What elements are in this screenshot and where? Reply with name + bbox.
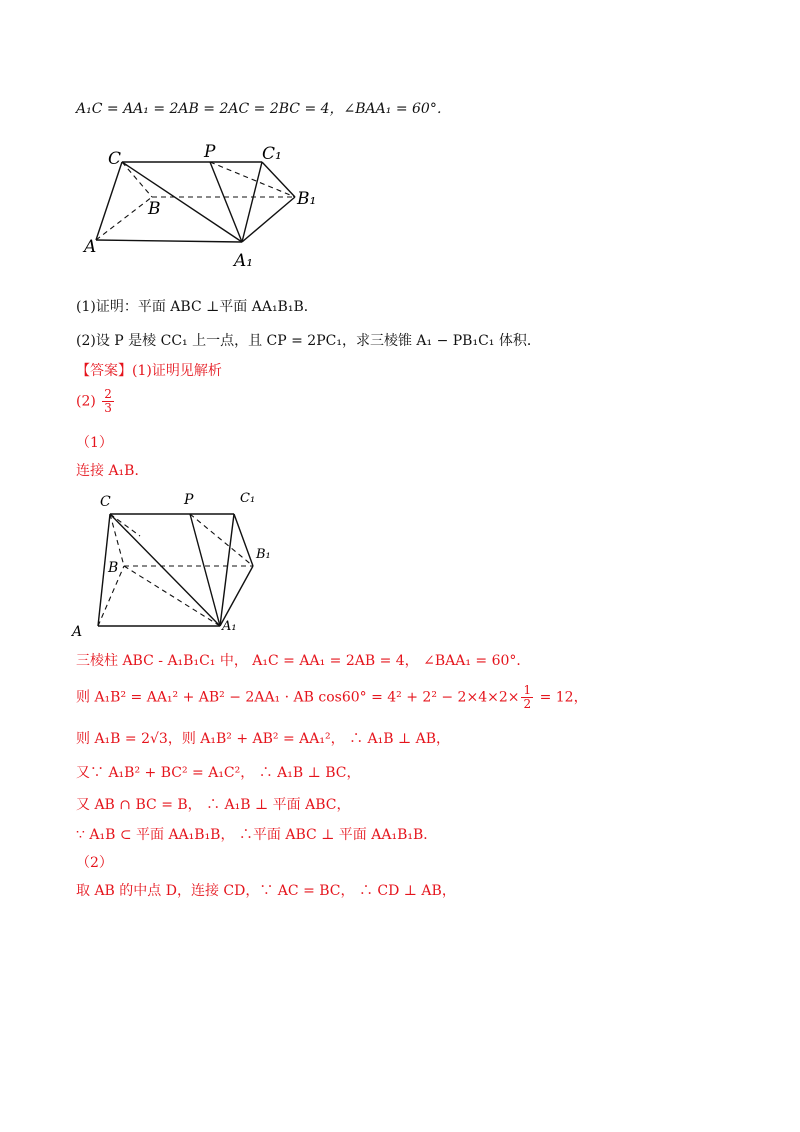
label-C1: C₁ xyxy=(262,144,282,164)
solution-line-connect: 连接 A₁B． xyxy=(76,463,149,479)
prism-figure-2 xyxy=(70,490,280,640)
answer-part2 xyxy=(76,388,116,415)
fig2-label-C: C xyxy=(100,494,111,510)
label-B1: B₁ xyxy=(297,189,317,209)
answer-head: 【答案】(1)证明见解析 xyxy=(76,363,222,379)
answer-denominator: 3 xyxy=(104,401,112,415)
solution-part1-head: （1） xyxy=(76,435,113,451)
given-conditions: A₁C = AA₁ = 2AB = 2AC = 2BC = 4，∠BAA₁ = 60°． xyxy=(76,101,451,117)
question-1: (1)证明：平面 ABC ⊥平面 AA₁B₁B． xyxy=(76,299,318,315)
solution-line-perp-plane: 又 AB ∩ BC = B， ∴ A₁B ⊥ 平面 ABC， xyxy=(76,797,351,813)
question-2: (2)设 P 是棱 CC₁ 上一点，且 CP = 2PC₁，求三棱锥 A₁ − PB₁C₁ 体积． xyxy=(76,333,541,349)
solution-line-cosine xyxy=(76,684,588,711)
fig2-label-A: A xyxy=(72,624,83,640)
solution-part2-head: （2） xyxy=(76,855,113,871)
answer-part2-prefix: (2) xyxy=(76,393,96,410)
solution-line-prism: 三棱柱 ABC - A₁B₁C₁ 中， A₁C = AA₁ = 2AB = 4， ∠BAA₁ = 60°． xyxy=(76,653,531,669)
fig2-label-A1: A₁ xyxy=(222,619,237,634)
cosine-formula-post: = 12， xyxy=(535,689,588,706)
half-denominator: 2 xyxy=(523,697,532,711)
solution-line-conclusion: ∵ A₁B ⊂ 平面 AA₁B₁B， ∴平面 ABC ⊥ 平面 AA₁B₁B． xyxy=(76,827,438,843)
label-B: B xyxy=(148,199,161,219)
label-A1: A₁ xyxy=(234,251,254,271)
solution-line-perp-ab: 则 A₁B = 2√3，则 A₁B² + AB² = AA₁²， ∴ A₁B ⊥ AB， xyxy=(76,731,450,747)
solution-line-perp-bc: 又∵ A₁B² + BC² = A₁C²， ∴ A₁B ⊥ BC， xyxy=(76,765,361,781)
fig2-label-B: B xyxy=(108,560,119,576)
label-A: A xyxy=(84,237,97,257)
fig2-label-B1: B₁ xyxy=(256,547,271,562)
cosine-formula-pre: 则 A₁B² = AA₁² + AB² − 2AA₁ · AB cos60° = 4² + 2² − 2×4×2× xyxy=(76,689,520,706)
solution-line-midpoint: 取 AB 的中点 D，连接 CD，∵ AC = BC， ∴ CD ⊥ AB， xyxy=(76,883,456,899)
fig2-label-P: P xyxy=(184,492,194,508)
answer-numerator: 2 xyxy=(104,387,112,401)
answer-fraction xyxy=(102,388,114,415)
half-fraction xyxy=(521,684,533,711)
half-numerator: 1 xyxy=(523,683,532,697)
label-C: C xyxy=(108,149,122,169)
label-P: P xyxy=(204,142,216,162)
fig2-label-C1: C₁ xyxy=(240,491,256,506)
prism-figure-1 xyxy=(82,142,342,272)
